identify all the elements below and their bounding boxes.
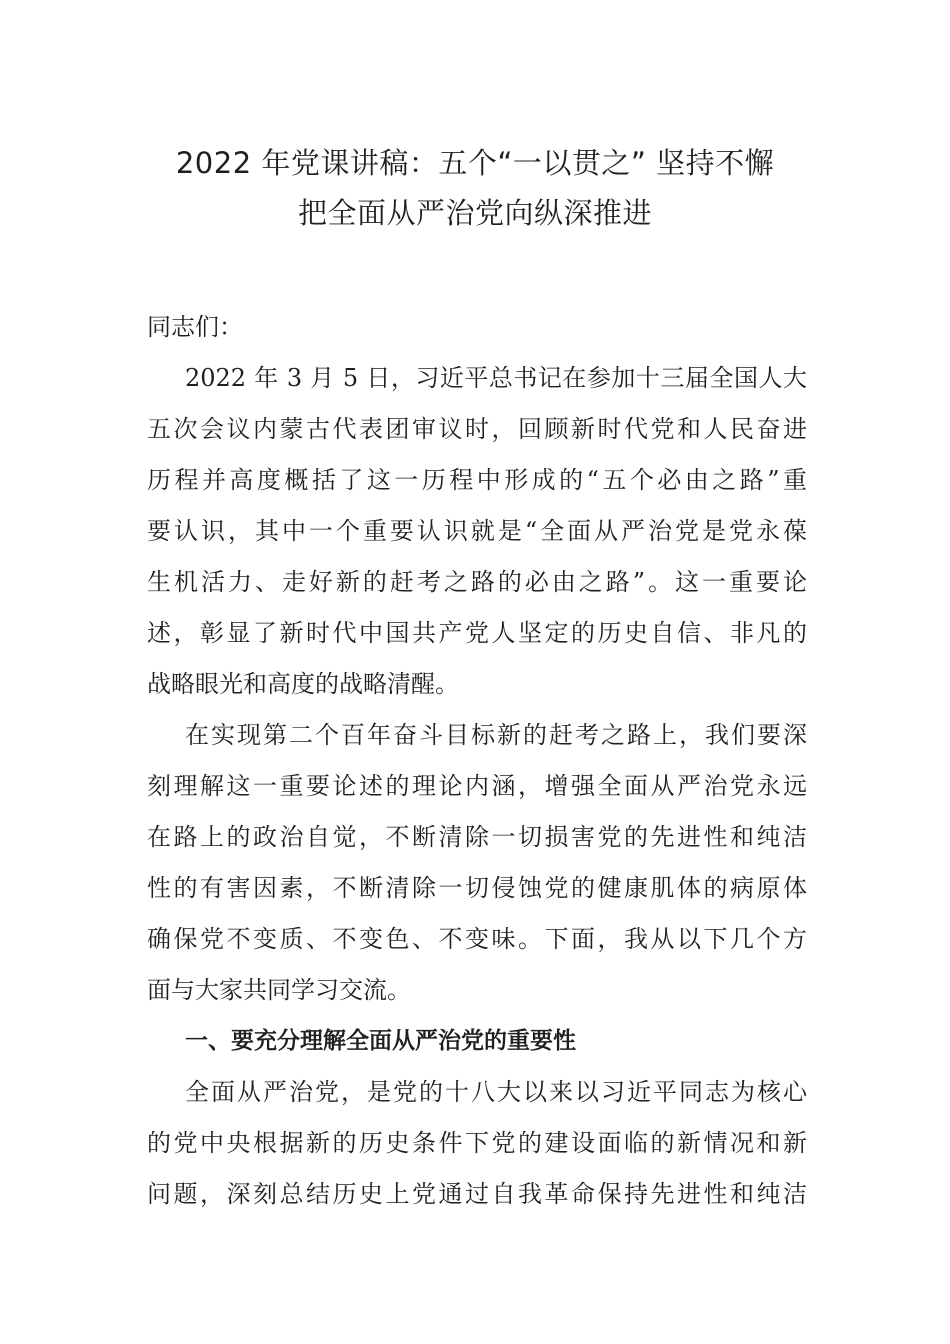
- paragraph-line: 生机活力、走好新的赶考之路的必由之路”。这一重要论: [147, 568, 807, 596]
- paragraph-line: 历程并高度概括了这一历程中形成的“五个必由之路”重: [147, 466, 807, 494]
- paragraph-line: 在实现第二个百年奋斗目标新的赶考之路上，我们要深: [185, 721, 807, 749]
- paragraph-line: 战略眼光和高度的战略清醒。: [147, 670, 459, 698]
- paragraph-2: [147, 710, 807, 1016]
- paragraph-line: 2022 年 3 月 5 日，习近平总书记在参加十三届全国人大: [185, 364, 807, 392]
- paragraph-line: 确保党不变质、不变色、不变味。下面，我从以下几个方: [147, 925, 807, 953]
- document-body: [147, 302, 807, 1220]
- paragraph-line: 要认识，其中一个重要认识就是“全面从严治党是党永葆: [147, 517, 807, 545]
- paragraph-line: 五次会议内蒙古代表团审议时，回顾新时代党和人民奋进: [147, 415, 807, 443]
- paragraph-line: 性的有害因素，不断清除一切侵蚀党的健康肌体的病原体: [147, 874, 807, 902]
- section-heading: 一、要充分理解全面从严治党的重要性: [185, 1028, 576, 1054]
- paragraph-line: 面与大家共同学习交流。: [147, 976, 411, 1004]
- paragraph-line: 述，彰显了新时代中国共产党人坚定的历史自信、非凡的: [147, 619, 807, 647]
- paragraph-line: 的党中央根据新的历史条件下党的建设面临的新情况和新: [147, 1129, 807, 1157]
- paragraph-line: 全面从严治党，是党的十八大以来以习近平同志为核心: [185, 1078, 807, 1106]
- document-title: [100, 138, 850, 238]
- salutation: 同志们：: [147, 313, 243, 341]
- paragraph-line: 在路上的政治自觉，不断清除一切损害党的先进性和纯洁: [147, 823, 807, 851]
- title-line-1: 2022 年党课讲稿：五个“一以贯之” 坚持不懈: [175, 146, 775, 180]
- paragraph-line: 问题，深刻总结历史上党通过自我革命保持先进性和纯洁: [147, 1180, 807, 1208]
- paragraph-line: 刻理解这一重要论述的理论内涵，增强全面从严治党永远: [147, 772, 807, 800]
- paragraph-3: [147, 1067, 807, 1220]
- title-line-2: 把全面从严治党向纵深推进: [297, 196, 652, 230]
- paragraph-1: [147, 353, 807, 710]
